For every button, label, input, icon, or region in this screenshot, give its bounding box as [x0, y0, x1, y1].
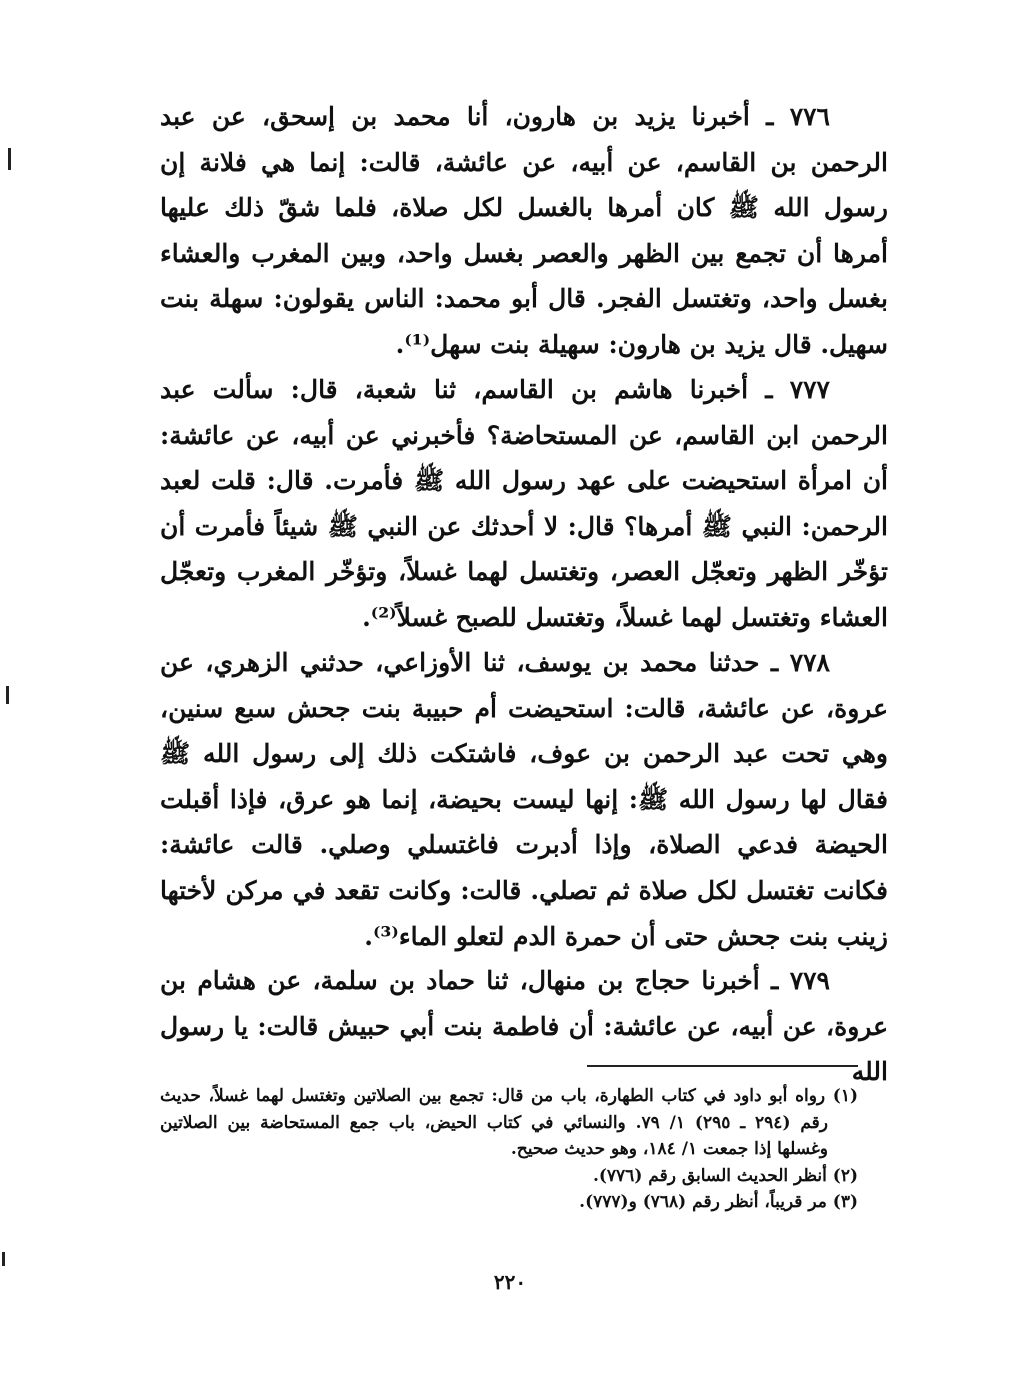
paragraph-text: ٧٧٩ ـ أخبرنا حجاج بن منهال، ثنا حماد بن سلمة، عن هشام بن عروة، عن أبيه، عن عائشة: أن فاطمة بنت أبي حبيش قالت: يا رسول الله: [160, 966, 888, 1087]
hadith-paragraph-779: [160, 958, 888, 1095]
paragraph-text: ٧٧٦ ـ أخبرنا يزيد بن هارون، أنا محمد بن إسحق، عن عبد الرحمن بن القاسم، عن أبيه، عن عائشة، قالت: إنما هي فلانة إن رسول الله ﷺ كان أمرها بالغسل لكل صلاة، فلما شقّ ذلك عليها أمرها أن تجمع بين الظهر والعصر بغسل واحد، وبين المغرب والعشاء بغسل واحد، وتغتسل الفجر. قال أبو محمد: الناس يقولون: سهلة بنت سهيل. قال يزيد بن هارون: سهيلة بنت سهل⁽¹⁾.: [160, 102, 888, 359]
footnote-3: (٣) مر قريباً، أنظر رقم (٧٦٨) و(٧٧٧).: [579, 1192, 858, 1212]
paragraph-text: ٧٧٨ ـ حدثنا محمد بن يوسف، ثنا الأوزاعي، حدثني الزهري، عن عروة، عن عائشة، قالت: استحيضت أم حبيبة بنت جحش سبع سنين، وهي تحت عبد الرحمن بن عوف، فاشتكت ذلك إلى رسول الله ﷺ فقال لها رسول الله ﷺ: إنها ليست بحيضة، إنما هو عرق، فإذا أقبلت الحيضة فدعي الصلاة، وإذا أدبرت فاغتسلي وصلي. قالت عائشة: فكانت تغتسل لكل صلاة ثم تصلي. قالت: وكانت تقعد في مركن لأختها زينب بنت جحش حتى أن حمرة الدم لتعلو الماء⁽³⁾.: [160, 648, 888, 951]
page-number: ٢٢٠: [493, 1270, 527, 1294]
scan-mark: [2, 1252, 5, 1266]
hadith-paragraph-776: [160, 94, 888, 368]
footnote-divider: [587, 1065, 858, 1067]
scan-mark: [6, 686, 9, 704]
footnote-1: (١) رواه أبو داود في كتاب الطهارة، باب من قال: تجمع بين الصلاتين وتغتسل لهما غسلاً، حديث رقم (٢٩٤ ـ ٢٩٥) ١/ ٧٩. والنسائي في كتاب الحيض، باب جمع المستحاضة بين الصلاتين وغسلها إذا جمعت ١/ ١٨٤، وهو حديث صحيح.: [160, 1086, 858, 1159]
paragraph-text: ٧٧٧ ـ أخبرنا هاشم بن القاسم، ثنا شعبة، قال: سألت عبد الرحمن ابن القاسم، عن المستحاضة؟ فأخبرني عن أبيه، عن عائشة: أن امرأة استحيضت على عهد رسول الله ﷺ فأمرت. قال: قلت لعبد الرحمن: النبي ﷺ أمرها؟ قال: لا أحدثك عن النبي ﷺ شيئاً فأمرت أن تؤخّر الظهر وتعجّل العصر، وتغتسل لهما غسلاً، وتؤخّر المغرب وتعجّل العشاء وتغتسل لهما غسلاً، وتغتسل للصبح غسلاً⁽²⁾.: [160, 375, 889, 632]
hadith-paragraph-778: [160, 640, 888, 959]
footnote-2: (٢) أنظر الحديث السابق رقم (٧٧٦).: [592, 1165, 858, 1186]
scan-mark: [8, 148, 11, 170]
hadith-paragraph-777: [160, 367, 888, 641]
footnotes: [160, 1083, 858, 1216]
